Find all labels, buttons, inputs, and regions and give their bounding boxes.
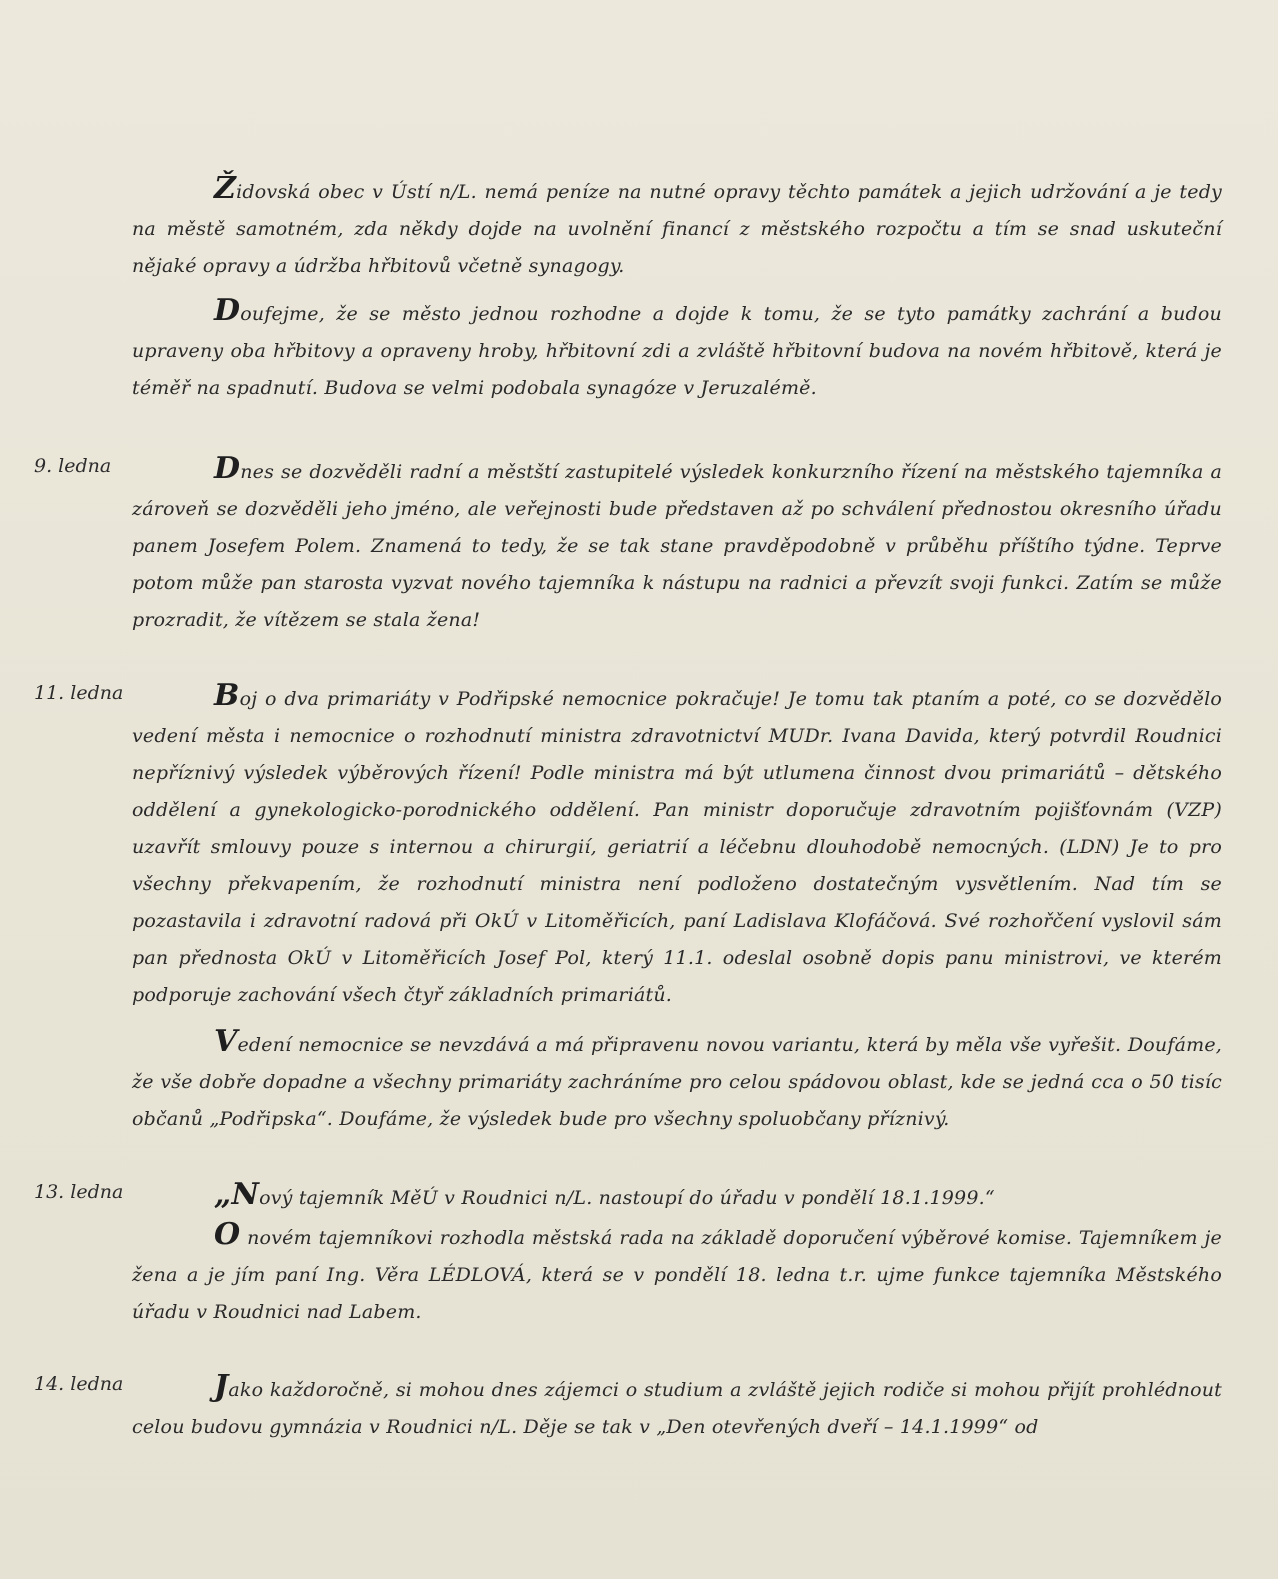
entry-date: 11. ledna [34, 682, 124, 704]
entry-date: 13. ledna [34, 1181, 124, 1203]
paragraph: Vedení nemocnice se nevzdává a má připravenu novou variantu, která by měla vše vyřešit. Doufáme, že vše dobře dopadne a všechny primariáty zachráníme pro celou spádovou oblast, kde se jedná cca o 50 tisíc občanů „Podřipska“. Doufáme, že výsledek bude pro všechny spoluobčany příznivý. [132, 1024, 1222, 1130]
paragraph: Dnes se dozvěděli radní a městští zastupitelé výsledek konkurzního řízení na městského tajemníka a zároveň se dozvěděli jeho jméno, ale veřejnosti bude představen až po schválení přednostou okresního úřadu panem Josefem Polem. Znamená to tedy, že se tak stane pravděpodobně v průběhu příštího týdne. Teprve potom může pan starosta vyzvat nového tajemníka k nástupu na radnici a převzít svoji funkci. Zatím se může prozradit, že vítězem se stala žena! [132, 451, 1222, 631]
paragraph: O novém tajemníkovi rozhodla městská rada na základě doporučení výběrové komise. Tajemníkem je žena a je jím paní Ing. Věra LÉDLOVÁ, která se v pondělí 18. ledna t.r. ujme funkce tajemníka Městského úřadu v Roudnici nad Labem. [132, 1217, 1222, 1323]
entry-date: 9. ledna [34, 455, 112, 477]
paragraph: Jako každoročně, si mohou dnes zájemci o studium a zvláště jejich rodiče si mohou přijít prohlédnout celou budovu gymnázia v Roudnici n/L. Děje se tak v „Den otevřených dveří – 14.1.1999“ od [132, 1369, 1222, 1438]
paragraph: Boj o dva primariáty v Podřipské nemocnice pokračuje! Je tomu tak ptaním a poté, co se dozvědělo vedení města i nemocnice o rozhodnutí ministra zdravotnictví MUDr. Ivana Davida, který potvrdil Roudnici nepříznivý výsledek výběrových řízení! Podle ministra má být utlumena činnost dvou primariátů – dětského oddělení a gynekologicko-porodnického oddělení. Pan ministr doporučuje zdravotním pojišťovnám (VZP) uzavřít smlouvy pouze s internou a chirurgií, geriatrií a léčebnu dlouhodobě nemocných. (LDN) Je to pro všechny překvapením, že rozhodnutí ministra není podloženo dostatečným vysvětlením. Nad tím se pozastavila i zdravotní radová při OkÚ v Litoměřicích, paní Ladislava Klofáčová. Své rozhořčení vyslovil sám pan přednosta OkÚ v Litoměřicích Josef Pol, který 11.1. odeslal osobně dopis panu ministrovi, ve kterém podporuje zachování všech čtyř základních primariátů. [132, 678, 1222, 1006]
paragraph: Židovská obec v Ústí n/L. nemá peníze na nutné opravy těchto památek a jejich udržování a je tedy na městě samotném, zda někdy dojde na uvolnění financí z městského rozpočtu a tím se snad uskuteční nějaké opravy a údržba hřbitovů včetně synagogy. [132, 171, 1222, 277]
paragraph-headline: „Nový tajemník MěÚ v Roudnici n/L. nastoupí do úřadu v pondělí 18.1.1999.“ [214, 1177, 995, 1212]
entry-date: 14. ledna [34, 1373, 124, 1395]
paragraph: Doufejme, že se město jednou rozhodne a dojde k tomu, že se tyto památky zachrání a budou upraveny oba hřbitovy a opraveny hroby, hřbitovní zdi a zvláště hřbitovní budova na novém hřbitově, která je téměř na spadnutí. Budova se velmi podobala synagóze v Jeruzalémě. [132, 293, 1222, 399]
